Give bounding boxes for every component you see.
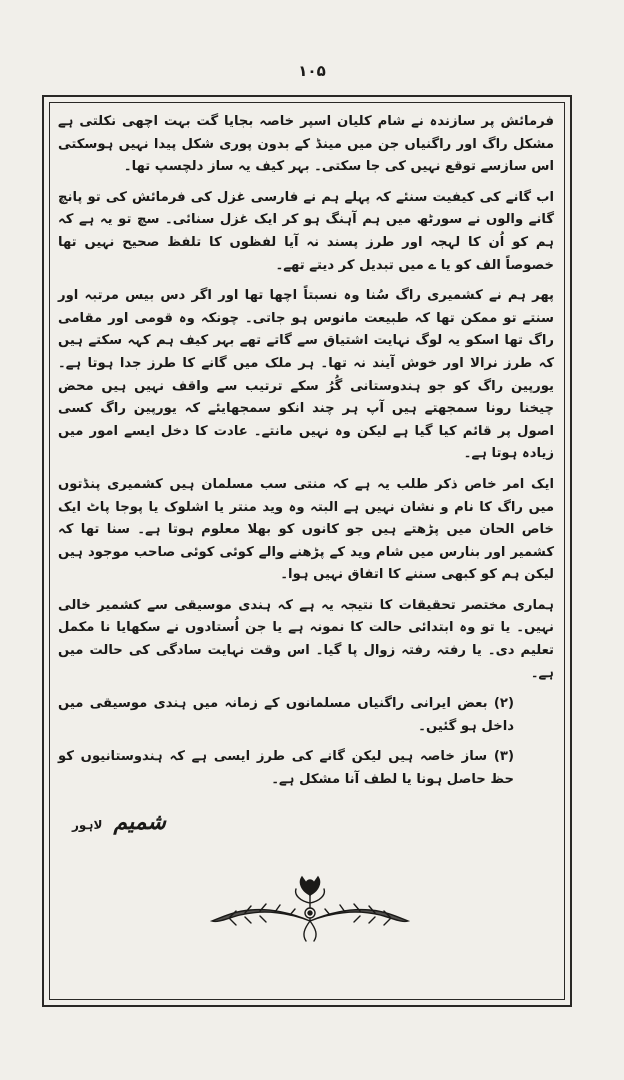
note-3: (۳) ساز خاصہ ہیں لیکن گانے کی طرز ایسی ہے کہ ہندوستانیوں کو حظ حاصل ہونا یا لطف آنا مشکل ہے۔ (58, 749, 514, 788)
paragraph-3: پھر ہم نے کشمیری راگ سُنا وہ نسبتاً اچھا تھا اور اگر دس بیس مرتبہ اور سنتے تو ممکن تھا کہ طبیعت مانوس ہو جاتی۔ چونکہ وہ قومی اور مقامی راگ تھا اسکو یہ لوگ نہایت اشتیاق سے گاتے تھے بہر کیف ہم کہہ سکتے ہیں کہ طرز نرالا اور خوش آیند نہ تھا۔ ہر ملک میں گانے کا طرز جدا ہوتا ہے۔ یورپین راگ کو جو ہندوستانی گُرُ سکے ترتیب سے واقف نہیں ہیں محض چیخنا رونا سمجھتے ہیں آپ ہر چند انکو سمجھایئے کہ یورپین راگ کسی اصول پر قائم کیا گیا ہے لیکن وہ نہیں مانتے۔ عادت کا دخل ایسے امور میں زیادہ ہوتا ہے۔ (58, 288, 554, 462)
note-2: (۲) بعض ایرانی راگنیاں مسلمانوں کے زمانہ میں ہندی موسیقی میں داخل ہو گئیں۔ (58, 696, 514, 734)
paragraph-1: فرمائش پر سازندہ نے شام کلیان اسپر خاصہ بجایا گت بہت اچھی نکلتی ہے مشکل راگ اور راگنیاں جن میں مینڈ کے بدون پوری شکل پیدا نہیں ہوسکتی اس سازسے توقع نہیں کی جا سکتی۔ بہر کیف یہ ساز دلچسپ تھا۔ (58, 114, 554, 175)
text-frame (42, 95, 572, 1007)
paragraph-5: ہماری مختصر تحقیقات کا نتیجہ یہ ہے کہ ہندی موسیقی سے کشمیر خالی نہیں۔ یا تو وہ ابتدائی حالت کا نمونہ ہے یا جن اُستادوں نے سکھایا نا مکمل تعلیم دی۔ یا رفتہ رفتہ زوال پا گیا۔ اس وقت نہایت سادگی کی حالت میں ہے۔ (58, 597, 554, 681)
signature-name: شمیم (113, 810, 166, 835)
page-number: ۱۰۵ (298, 62, 326, 80)
signature (72, 810, 192, 835)
floral-ornament-icon (210, 873, 410, 947)
article-body (58, 111, 554, 800)
text-frame-inner (49, 102, 565, 1000)
paragraph-4: ایک امر خاص ذکر طلب یہ ہے کہ منتی سب مسلمان ہیں کشمیری پنڈتوں میں راگ کا نام و نشان نہیں ہے البتہ وہ وید منتر یا اشلوک یا پوجا پاٹ ایک خاص الحان میں پڑھتے ہیں جو کانوں کو بھلا معلوم ہوتا ہے۔ سنا تھا کہ کشمیر اور بنارس میں شام وید کے پڑھنے والے کوئی کوئی صاحب موجود ہیں لیکن ہم کو کبھی سننے کا اتفاق نہیں ہوا۔ (58, 476, 554, 583)
paragraph-2: اب گانے کی کیفیت سنئے کہ پہلے ہم نے فارسی غزل کی فرمائش کی تو پانچ گانے والوں نے سورٹھ میں ہم آہنگ ہو کر ایک غزل سنائی۔ سچ تو یہ ہے کہ ہم کو اُن کا لہجہ اور طرز پسند نہ آیا لفظوں کا تلفظ صحیح نہیں تھا خصوصاً الف کو یا ے میں تبدیل کر دیتے تھے۔ (58, 189, 554, 273)
signature-place: لاہور (72, 818, 103, 832)
